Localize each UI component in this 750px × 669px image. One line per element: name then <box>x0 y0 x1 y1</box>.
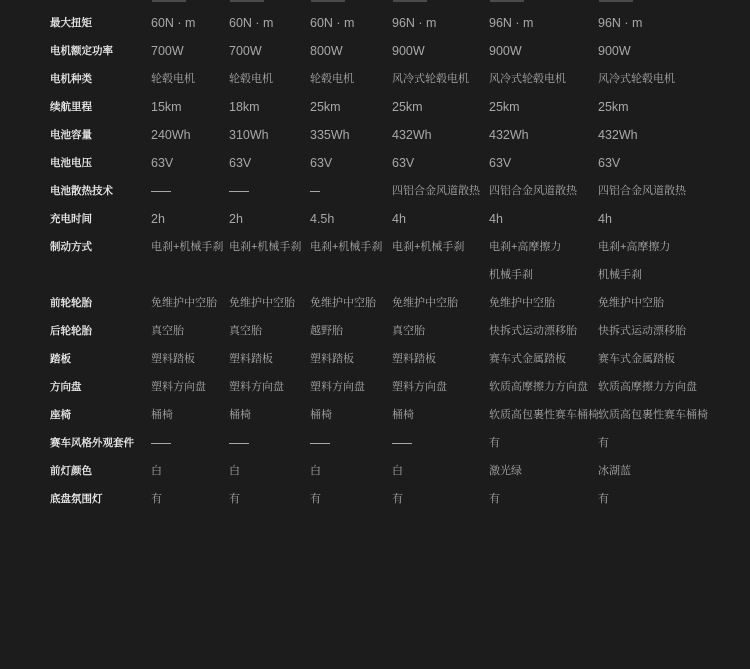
spec-value: 432Wh <box>598 128 638 142</box>
spec-value: 快拆式运动漂移胎 <box>489 325 577 337</box>
spec-value: 塑料方向盘 <box>310 381 365 393</box>
spec-value: 桶椅 <box>310 409 332 421</box>
spec-row <box>0 40 750 62</box>
spec-value: 免维护中空胎 <box>151 297 217 309</box>
spec-value: 免维护中空胎 <box>310 297 376 309</box>
spec-value: 4.5h <box>310 212 335 226</box>
spec-value: 900W <box>598 44 631 58</box>
spec-value: 赛车式金属踏板 <box>598 353 675 365</box>
spec-value: 25km <box>392 100 423 114</box>
cutoff-mark <box>490 0 524 2</box>
spec-value: 免维护中空胎 <box>392 297 458 309</box>
spec-value: 18km <box>229 100 260 114</box>
spec-value: 有 <box>392 493 403 505</box>
spec-value: 432Wh <box>489 128 529 142</box>
spec-value: 2h <box>229 212 243 226</box>
spec-value: 900W <box>392 44 425 58</box>
spec-label: 电机额定功率 <box>50 45 113 57</box>
cutoff-mark <box>152 0 186 2</box>
spec-value: 四铝合金风道散热 <box>598 185 686 197</box>
spec-value: 白 <box>229 465 240 477</box>
spec-row <box>0 460 750 482</box>
spec-value: 63V <box>229 156 252 170</box>
spec-label: 底盘氛围灯 <box>50 493 103 505</box>
spec-value: 电刹+机械手刹 <box>310 241 383 253</box>
spec-value: 335Wh <box>310 128 350 142</box>
spec-value: 25km <box>489 100 520 114</box>
spec-value: 真空胎 <box>229 325 262 337</box>
cutoff-mark <box>599 0 633 2</box>
spec-value: 25km <box>598 100 629 114</box>
spec-value: 有 <box>151 493 162 505</box>
spec-value: 软质高包裹性赛车桶椅 <box>489 409 599 421</box>
top-cutoff-strip <box>0 0 750 3</box>
spec-row <box>0 292 750 314</box>
spec-row <box>0 208 750 230</box>
spec-value: 63V <box>598 156 621 170</box>
spec-value: 4h <box>598 212 612 226</box>
spec-value: 有 <box>489 493 500 505</box>
spec-value: 桶椅 <box>229 409 251 421</box>
spec-value: 电刹+机械手刹 <box>392 241 465 253</box>
spec-value: 有 <box>598 437 609 449</box>
spec-value <box>229 432 249 454</box>
spec-value: 赛车式金属踏板 <box>489 353 566 365</box>
spec-label: 前轮轮胎 <box>50 297 92 309</box>
spec-value: 2h <box>151 212 165 226</box>
spec-value <box>229 180 249 202</box>
spec-row <box>0 320 750 342</box>
spec-label: 赛车风格外观套件 <box>50 437 134 449</box>
spec-value: 轮毂电机 <box>151 73 195 85</box>
spec-value: 4h <box>392 212 406 226</box>
spec-value: 63V <box>151 156 174 170</box>
spec-row <box>0 348 750 370</box>
spec-value: 真空胎 <box>392 325 425 337</box>
dash-mark <box>310 443 330 444</box>
spec-value: 塑料方向盘 <box>151 381 206 393</box>
spec-value: 激光绿 <box>489 465 522 477</box>
spec-value: 白 <box>151 465 162 477</box>
cutoff-mark <box>311 0 345 2</box>
dash-mark <box>392 443 412 444</box>
spec-value: 轮毂电机 <box>229 73 273 85</box>
spec-value: 310Wh <box>229 128 269 142</box>
spec-value: 25km <box>310 100 341 114</box>
spec-value: 63V <box>392 156 415 170</box>
spec-value: 60N · m <box>310 16 355 30</box>
spec-value: 轮毂电机 <box>310 73 354 85</box>
spec-label: 充电时间 <box>50 213 92 225</box>
spec-value: 白 <box>392 465 403 477</box>
spec-value <box>392 432 412 454</box>
spec-value: 电刹+高摩擦力 <box>598 241 671 253</box>
spec-value: 有 <box>229 493 240 505</box>
spec-value <box>310 432 330 454</box>
spec-label: 前灯颜色 <box>50 465 92 477</box>
spec-value <box>310 180 320 202</box>
spec-value: 96N · m <box>489 16 534 30</box>
spec-value: 风冷式轮毂电机 <box>392 73 469 85</box>
spec-row <box>0 488 750 510</box>
spec-value: 免维护中空胎 <box>229 297 295 309</box>
spec-value: 越野胎 <box>310 325 343 337</box>
spec-value: 63V <box>489 156 512 170</box>
spec-value: 700W <box>151 44 184 58</box>
spec-value: 有 <box>310 493 321 505</box>
spec-label: 方向盘 <box>50 381 82 393</box>
spec-label: 座椅 <box>50 409 71 421</box>
spec-value: 免维护中空胎 <box>489 297 555 309</box>
spec-value: 软质高包裹性赛车桶椅 <box>598 409 708 421</box>
spec-value: 有 <box>489 437 500 449</box>
spec-label: 后轮轮胎 <box>50 325 92 337</box>
spec-value: 240Wh <box>151 128 191 142</box>
spec-value: 900W <box>489 44 522 58</box>
spec-value: 63V <box>310 156 333 170</box>
spec-value: 15km <box>151 100 182 114</box>
spec-row <box>0 124 750 146</box>
spec-value: 700W <box>229 44 262 58</box>
spec-row <box>0 404 750 426</box>
spec-value <box>151 432 171 454</box>
spec-label: 制动方式 <box>50 241 92 253</box>
spec-value: 风冷式轮毂电机 <box>489 73 566 85</box>
spec-value: 冰湖蓝 <box>598 465 631 477</box>
spec-label: 电池电压 <box>50 157 92 169</box>
spec-value: 有 <box>598 493 609 505</box>
dash-mark <box>151 443 171 444</box>
spec-value: 60N · m <box>229 16 274 30</box>
cutoff-mark <box>393 0 427 2</box>
spec-row <box>0 264 750 286</box>
spec-value: 塑料方向盘 <box>229 381 284 393</box>
spec-value: 四铝合金风道散热 <box>489 185 577 197</box>
spec-label: 续航里程 <box>50 101 92 113</box>
dash-mark <box>229 443 249 444</box>
spec-value: 432Wh <box>392 128 432 142</box>
spec-value: 60N · m <box>151 16 196 30</box>
spec-value: 快拆式运动漂移胎 <box>598 325 686 337</box>
spec-value: 桶椅 <box>392 409 414 421</box>
spec-label: 电机种类 <box>50 73 92 85</box>
spec-row <box>0 12 750 34</box>
spec-value: 机械手刹 <box>489 269 533 281</box>
spec-value: 4h <box>489 212 503 226</box>
spec-value: 软质高摩擦力方向盘 <box>598 381 697 393</box>
spec-label: 最大扭矩 <box>50 17 92 29</box>
dash-mark <box>151 191 171 192</box>
spec-value: 真空胎 <box>151 325 184 337</box>
dash-mark <box>229 191 249 192</box>
spec-value: 96N · m <box>598 16 643 30</box>
spec-value: 塑料踏板 <box>151 353 195 365</box>
spec-row <box>0 376 750 398</box>
spec-value: 四铝合金风道散热 <box>392 185 480 197</box>
spec-value: 软质高摩擦力方向盘 <box>489 381 588 393</box>
dash-mark <box>310 191 320 192</box>
spec-value: 电刹+高摩擦力 <box>489 241 562 253</box>
spec-row <box>0 432 750 454</box>
spec-row <box>0 236 750 258</box>
cutoff-mark <box>230 0 264 2</box>
spec-value: 风冷式轮毂电机 <box>598 73 675 85</box>
spec-value <box>151 180 171 202</box>
spec-row <box>0 96 750 118</box>
spec-label: 电池散热技术 <box>50 185 113 197</box>
spec-value: 塑料踏板 <box>229 353 273 365</box>
spec-value: 96N · m <box>392 16 437 30</box>
spec-value: 桶椅 <box>151 409 173 421</box>
spec-value: 塑料踏板 <box>392 353 436 365</box>
spec-value: 免维护中空胎 <box>598 297 664 309</box>
spec-label: 电池容量 <box>50 129 92 141</box>
spec-row <box>0 180 750 202</box>
spec-value: 塑料方向盘 <box>392 381 447 393</box>
spec-value: 白 <box>310 465 321 477</box>
spec-value: 塑料踏板 <box>310 353 354 365</box>
spec-row <box>0 152 750 174</box>
spec-label: 踏板 <box>50 353 71 365</box>
spec-value: 机械手刹 <box>598 269 642 281</box>
spec-row <box>0 68 750 90</box>
spec-value: 800W <box>310 44 343 58</box>
spec-value: 电刹+机械手刹 <box>151 241 224 253</box>
spec-value: 电刹+机械手刹 <box>229 241 302 253</box>
